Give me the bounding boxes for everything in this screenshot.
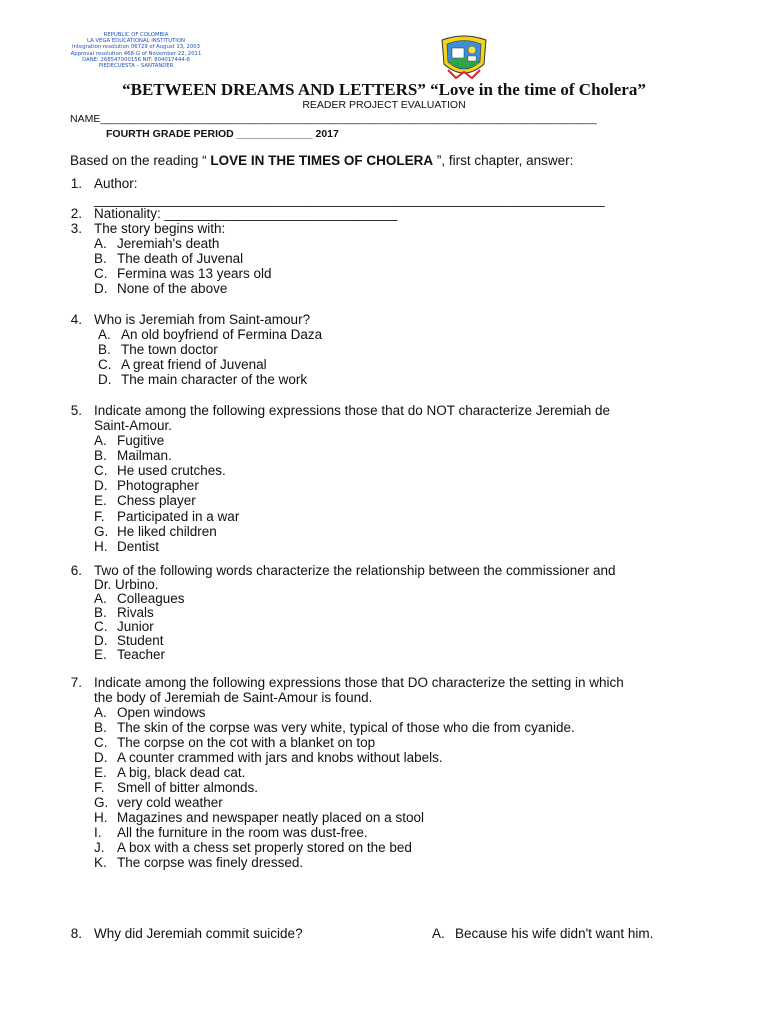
option-letter: B. xyxy=(94,720,107,735)
option-letter: C. xyxy=(98,357,112,372)
option-letter: D. xyxy=(94,281,108,296)
option-text: Open windows xyxy=(117,705,206,720)
question-number: 3. xyxy=(70,221,82,236)
option-letter: G. xyxy=(94,795,109,810)
option-letter: C. xyxy=(94,619,108,634)
option xyxy=(94,633,164,648)
option xyxy=(94,605,154,620)
question-number: 6. xyxy=(70,563,82,578)
option-text: A counter crammed with jars and knobs without labels. xyxy=(117,750,443,765)
question-text-continued: Saint-Amour. xyxy=(94,418,173,433)
option-letter: F. xyxy=(94,780,105,795)
option-letter: E. xyxy=(94,765,107,780)
option-text: The town doctor xyxy=(121,342,218,357)
option xyxy=(94,750,443,765)
question-number: 7. xyxy=(70,675,82,690)
option-text: The corpse was finely dressed. xyxy=(117,855,304,870)
institution-line: Approval resolution 468-G of November 22, 2011 xyxy=(70,50,202,57)
option-letter: D. xyxy=(94,750,108,765)
institution-info xyxy=(66,32,206,69)
option xyxy=(94,478,199,493)
question-number: 2. xyxy=(70,206,82,221)
option xyxy=(94,448,172,463)
answer-line[interactable]: ____________________________________________________________________ xyxy=(94,192,605,207)
option-letter: I. xyxy=(94,825,102,840)
option-text: Smell of bitter almonds. xyxy=(117,780,259,795)
option xyxy=(94,539,159,554)
instructions xyxy=(70,153,573,168)
option xyxy=(94,591,185,606)
option xyxy=(94,281,227,296)
option-text: Chess player xyxy=(117,493,196,508)
option xyxy=(94,493,196,508)
question-text: Two of the following words characterize the relationship between the commissioner and xyxy=(94,563,616,578)
question-number: 8. xyxy=(70,926,82,941)
option-text: Dentist xyxy=(117,539,160,554)
option-text: Student xyxy=(117,633,164,648)
option-letter: B. xyxy=(94,251,107,266)
option-letter: G. xyxy=(94,524,109,539)
option-text: None of the above xyxy=(117,281,228,296)
option-letter: D. xyxy=(94,478,108,493)
option xyxy=(94,509,239,524)
option xyxy=(94,433,164,448)
option xyxy=(94,765,245,780)
option xyxy=(94,251,243,266)
institution-line: LA VEGA EDUCATIONAL INSTITUTION xyxy=(87,38,185,45)
option-text: The death of Juvenal xyxy=(117,251,244,266)
option-letter: D. xyxy=(94,633,108,648)
question-text: Who is Jeremiah from Saint-amour? xyxy=(94,312,311,327)
option-text: All the furniture in the room was dust-free. xyxy=(117,825,368,840)
option xyxy=(94,619,154,634)
option xyxy=(94,735,375,750)
option-text: Mailman. xyxy=(117,448,172,463)
option-text: A box with a chess set properly stored on the bed xyxy=(117,840,412,855)
option-letter: E. xyxy=(94,647,107,662)
option-text: Fugitive xyxy=(117,433,165,448)
option xyxy=(432,926,653,941)
option xyxy=(94,463,226,478)
option xyxy=(94,266,272,281)
option-text: He liked children xyxy=(117,524,217,539)
option-text: Fermina was 13 years old xyxy=(117,266,272,281)
question-number: 4. xyxy=(70,312,82,327)
option-text: The corpse on the cot with a blanket on top xyxy=(117,735,376,750)
option-text: An old boyfriend of Fermina Daza xyxy=(121,327,323,342)
option-text: He used crutches. xyxy=(117,463,226,478)
option xyxy=(94,855,303,870)
option-text: The skin of the corpse was very white, typical of those who die from cyanide. xyxy=(117,720,575,735)
option xyxy=(94,720,575,735)
book-title: LOVE IN THE TIMES OF CHOLERA xyxy=(210,153,434,168)
option xyxy=(98,357,267,372)
question-number: 1. xyxy=(70,176,82,191)
option-letter: A. xyxy=(94,705,107,720)
option xyxy=(98,372,307,387)
option-text: Colleagues xyxy=(117,591,185,606)
option xyxy=(94,524,217,539)
institution-line: REPUBLIC OF COLOMBIA xyxy=(103,32,169,38)
option-text: very cold weather xyxy=(117,795,223,810)
option xyxy=(98,342,218,357)
option-letter: C. xyxy=(94,463,108,478)
option-text: Jeremiah's death xyxy=(117,236,220,251)
option xyxy=(94,780,258,795)
option-letter: F. xyxy=(94,509,105,524)
option xyxy=(94,795,223,810)
institution-line: DANE: 268547000156 NIT: 804017444-8 xyxy=(82,56,190,63)
question-text: Author: xyxy=(94,176,138,191)
option xyxy=(94,236,219,251)
option-letter: D. xyxy=(98,372,112,387)
option-letter: B. xyxy=(94,605,107,620)
option-letter: A. xyxy=(432,926,445,941)
option-text: A big, black dead cat. xyxy=(117,765,246,780)
option-letter: A. xyxy=(98,327,111,342)
option-text: A great friend of Juvenal xyxy=(121,357,267,372)
option xyxy=(94,810,424,825)
document-subtitle: READER PROJECT EVALUATION xyxy=(302,99,466,111)
option-text: Junior xyxy=(117,619,154,634)
question-text: Why did Jeremiah commit suicide? xyxy=(94,926,303,941)
option-letter: A. xyxy=(94,236,107,251)
option-letter: B. xyxy=(94,448,107,463)
question-text: Nationality: _______________________________ xyxy=(94,206,398,221)
option-letter: C. xyxy=(94,266,108,281)
option-letter: A. xyxy=(94,433,107,448)
question-text: The story begins with: xyxy=(94,221,226,236)
question-number: 5. xyxy=(70,403,82,418)
option-text: Teacher xyxy=(117,647,166,662)
option-letter: C. xyxy=(94,735,108,750)
option-letter: H. xyxy=(94,539,108,554)
option-letter: B. xyxy=(98,342,111,357)
option-text: Photographer xyxy=(117,478,199,493)
question-text-continued: the body of Jeremiah de Saint-Amour is found. xyxy=(94,690,373,705)
instructions-text: ”, first chapter, answer: xyxy=(433,153,574,168)
name-field-line[interactable]: NAME_____________________________________________________________________________________ xyxy=(70,113,597,125)
period-line: FOURTH GRADE PERIOD _____________ 2017 xyxy=(106,128,339,140)
option-letter: E. xyxy=(94,493,107,508)
option-letter: J. xyxy=(94,840,105,855)
question-text-continued: Dr. Urbino. xyxy=(94,577,159,592)
option xyxy=(98,327,322,342)
option xyxy=(94,840,412,855)
document-title: “BETWEEN DREAMS AND LETTERS” “Love in the time of Cholera” xyxy=(122,80,646,99)
option xyxy=(94,825,368,840)
option-letter: A. xyxy=(94,591,107,606)
question-text: Indicate among the following expressions those that DO characterize the setting in which xyxy=(94,675,624,690)
option-text: Magazines and newspaper neatly placed on a stool xyxy=(117,810,424,825)
instructions-text: Based on the reading “ xyxy=(70,153,211,168)
option-text: The main character of the work xyxy=(121,372,308,387)
option-letter: K. xyxy=(94,855,107,870)
option xyxy=(94,705,206,720)
option-text: Because his wife didn't want him. xyxy=(455,926,654,941)
institution-line: PIEDECUESTA – SANTANDER xyxy=(98,63,174,70)
option xyxy=(94,647,165,662)
school-crest-logo xyxy=(438,34,490,82)
question-text: Indicate among the following expressions those that do NOT characterize Jeremiah de xyxy=(94,403,611,418)
institution-line: Integration resolution 06729 of August 13, 2003 xyxy=(72,44,200,51)
option-text: Participated in a war xyxy=(117,509,240,524)
option-letter: H. xyxy=(94,810,108,825)
option-text: Rivals xyxy=(117,605,154,620)
